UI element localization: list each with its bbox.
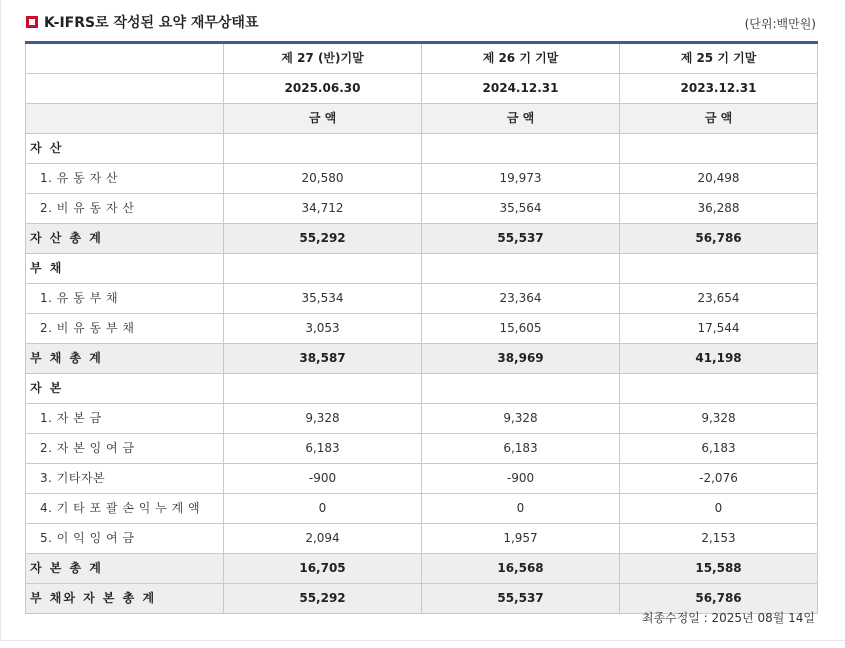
column-amount-label: 금 액 — [620, 104, 818, 134]
table-row — [26, 494, 818, 524]
row-label: 1. 자 본 금 — [26, 404, 224, 434]
section-row-liabilities — [26, 254, 818, 284]
cell-value: 55,292 — [224, 584, 422, 614]
cell-value: 9,328 — [422, 404, 620, 434]
table-row — [26, 404, 818, 434]
row-label: 자 본 총 계 — [26, 554, 224, 584]
row-label: 부 채와 자 본 총 계 — [26, 584, 224, 614]
table-row — [26, 434, 818, 464]
section-row-assets — [26, 134, 818, 164]
cell-value: 41,198 — [620, 344, 818, 374]
header-corner-cell — [26, 104, 224, 134]
header-row-period — [26, 43, 818, 74]
cell-value: 16,568 — [422, 554, 620, 584]
cell-value: -900 — [224, 464, 422, 494]
row-label: 자 산 총 계 — [26, 224, 224, 254]
frame-left-border — [0, 0, 1, 640]
cell-value: 35,534 — [224, 284, 422, 314]
row-label: 자 본 — [26, 374, 224, 404]
total-row-liabilities — [26, 344, 818, 374]
row-label: 5. 이 익 잉 여 금 — [26, 524, 224, 554]
header-row-amount — [26, 104, 818, 134]
table-row — [26, 194, 818, 224]
cell-value — [620, 134, 818, 164]
cell-value — [422, 374, 620, 404]
column-period: 제 27 (반)기말 — [224, 43, 422, 74]
column-period: 제 25 기 기말 — [620, 43, 818, 74]
cell-value: 23,654 — [620, 284, 818, 314]
cell-value: 6,183 — [620, 434, 818, 464]
cell-value: 3,053 — [224, 314, 422, 344]
table-row — [26, 284, 818, 314]
cell-value: 56,786 — [620, 584, 818, 614]
section-row-equity — [26, 374, 818, 404]
cell-value: 23,364 — [422, 284, 620, 314]
frame-bottom-border — [0, 640, 845, 641]
cell-value: 55,292 — [224, 224, 422, 254]
table-row — [26, 314, 818, 344]
unit-label: (단위:백만원) — [744, 17, 816, 31]
column-date: 2023.12.31 — [620, 74, 818, 104]
row-label: 1. 유 동 부 채 — [26, 284, 224, 314]
total-row-liabilities-and-equity — [26, 584, 818, 614]
page-title: K-IFRS로 작성된 요약 재무상태표 — [44, 15, 259, 31]
header-corner-cell — [26, 43, 224, 74]
cell-value: 9,328 — [224, 404, 422, 434]
cell-value: 2,153 — [620, 524, 818, 554]
cell-value: 19,973 — [422, 164, 620, 194]
row-label: 2. 자 본 잉 여 금 — [26, 434, 224, 464]
row-label: 부 채 총 계 — [26, 344, 224, 374]
header-row-date — [26, 74, 818, 104]
column-date: 2024.12.31 — [422, 74, 620, 104]
row-label: 자 산 — [26, 134, 224, 164]
cell-value — [224, 134, 422, 164]
total-row-assets — [26, 224, 818, 254]
cell-value: 34,712 — [224, 194, 422, 224]
cell-value: 36,288 — [620, 194, 818, 224]
column-amount-label: 금 액 — [224, 104, 422, 134]
last-updated-note: 최종수정일 : 2025년 08월 14일 — [641, 611, 815, 625]
column-date: 2025.06.30 — [224, 74, 422, 104]
cell-value — [422, 134, 620, 164]
row-label: 3. 기타자본 — [26, 464, 224, 494]
title-square-icon — [26, 16, 38, 28]
cell-value — [224, 374, 422, 404]
cell-value: 38,969 — [422, 344, 620, 374]
cell-value: -2,076 — [620, 464, 818, 494]
cell-value: -900 — [422, 464, 620, 494]
table-row — [26, 524, 818, 554]
cell-value: 35,564 — [422, 194, 620, 224]
cell-value: 0 — [620, 494, 818, 524]
total-row-equity — [26, 554, 818, 584]
column-amount-label: 금 액 — [422, 104, 620, 134]
cell-value: 15,605 — [422, 314, 620, 344]
section-header — [26, 13, 816, 35]
balance-sheet-table — [25, 41, 818, 614]
column-period: 제 26 기 기말 — [422, 43, 620, 74]
table-row — [26, 164, 818, 194]
cell-value: 38,587 — [224, 344, 422, 374]
cell-value: 55,537 — [422, 224, 620, 254]
row-label: 2. 비 유 동 자 산 — [26, 194, 224, 224]
cell-value: 20,580 — [224, 164, 422, 194]
cell-value — [422, 254, 620, 284]
cell-value: 17,544 — [620, 314, 818, 344]
cell-value: 9,328 — [620, 404, 818, 434]
table-row — [26, 464, 818, 494]
cell-value — [620, 374, 818, 404]
cell-value: 6,183 — [224, 434, 422, 464]
cell-value: 16,705 — [224, 554, 422, 584]
cell-value — [620, 254, 818, 284]
cell-value: 1,957 — [422, 524, 620, 554]
cell-value: 0 — [422, 494, 620, 524]
cell-value: 55,537 — [422, 584, 620, 614]
cell-value — [224, 254, 422, 284]
cell-value: 6,183 — [422, 434, 620, 464]
cell-value: 15,588 — [620, 554, 818, 584]
cell-value: 2,094 — [224, 524, 422, 554]
cell-value: 0 — [224, 494, 422, 524]
cell-value: 56,786 — [620, 224, 818, 254]
row-label: 1. 유 동 자 산 — [26, 164, 224, 194]
row-label: 부 채 — [26, 254, 224, 284]
row-label: 2. 비 유 동 부 채 — [26, 314, 224, 344]
header-corner-cell — [26, 74, 224, 104]
cell-value: 20,498 — [620, 164, 818, 194]
row-label: 4. 기 타 포 괄 손 익 누 계 액 — [26, 494, 224, 524]
